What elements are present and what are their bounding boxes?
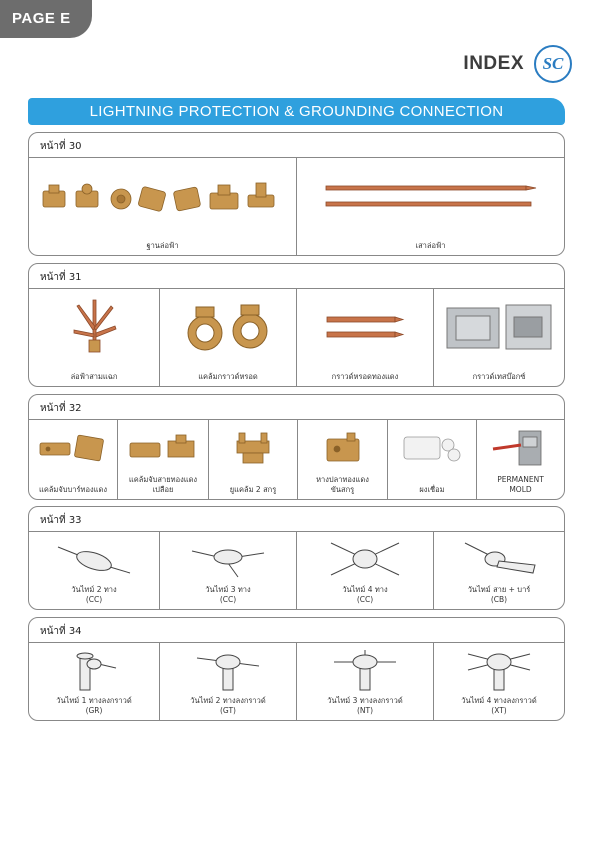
copper-ground-rod-icon	[297, 295, 433, 360]
product-caption: ผงเชื่อม	[419, 485, 445, 494]
weld-2way-icon	[29, 538, 159, 579]
product-onetime-2way-cc[interactable]	[29, 532, 160, 609]
product-caption: วันไทม์ 1 ทางลงกราวด์ (GR)	[56, 696, 132, 715]
weld-ground-4way-icon	[434, 649, 564, 690]
sc-logo: SC	[534, 45, 572, 83]
section-header: หน้าที่ 31	[29, 264, 564, 289]
product-ground-rod-clamp[interactable]	[160, 289, 297, 386]
page-tab: PAGE E	[0, 0, 92, 38]
product-trident-air-terminal[interactable]	[29, 289, 160, 386]
product-welding-powder[interactable]	[388, 420, 477, 499]
permanent-mold-icon	[477, 426, 564, 469]
weld-cable-bar-icon	[434, 538, 564, 579]
weld-ground-3way-icon	[297, 649, 433, 690]
bar-clamp-icon	[29, 426, 117, 469]
product-caption: วันไทม์ 2 ทางลงกราวด์ (GT)	[190, 696, 266, 715]
index-header	[463, 45, 572, 83]
product-onetime-3way-ground-nt[interactable]	[297, 643, 434, 720]
ground-rod-clamp-icon	[160, 295, 296, 360]
product-caption: วันไทม์ 4 ทาง (CC)	[342, 585, 388, 604]
product-caption: แคล้มจับบาร์ทองแดง	[38, 485, 108, 494]
section-header: หน้าที่ 34	[29, 618, 564, 643]
section-banner: LIGHTNING PROTECTION & GROUNDING CONNECTION	[28, 98, 565, 125]
section-header: หน้าที่ 32	[29, 395, 564, 420]
section-header: หน้าที่ 30	[29, 133, 564, 158]
u-clamp-icon	[209, 426, 297, 469]
product-caption: หางปลาทองแดง ขันสกรู	[316, 475, 369, 494]
product-caption: วันไทม์ 3 ทางลงกราวด์ (NT)	[327, 696, 403, 715]
product-permanent-mold[interactable]	[477, 420, 564, 499]
product-caption: แคล้มจับสายทองแดง เปลือย	[128, 475, 198, 494]
product-caption: ล่อฟ้าสามแฉก	[70, 372, 118, 381]
lightning-base-icon	[29, 164, 296, 229]
product-copper-bar-clamp[interactable]	[29, 420, 118, 499]
section-page-32	[28, 394, 565, 500]
product-lightning-rod[interactable]	[297, 158, 564, 255]
copper-lug-icon	[298, 426, 387, 469]
weld-ground-1way-icon	[29, 649, 159, 690]
section-page-33	[28, 506, 565, 610]
product-lightning-base[interactable]	[29, 158, 297, 255]
product-caption: แคล้มกราวด์หรอด	[198, 372, 258, 381]
product-caption: กราวด์หรอดทองแดง	[331, 372, 399, 381]
product-bare-copper-wire-clamp[interactable]	[118, 420, 209, 499]
welding-powder-icon	[388, 426, 476, 469]
product-caption: กราวด์เทสบ๊อกซ์	[472, 372, 526, 381]
weld-4way-icon	[297, 538, 433, 579]
product-onetime-4way-cc[interactable]	[297, 532, 434, 609]
weld-3way-icon	[160, 538, 296, 579]
section-page-30	[28, 132, 565, 256]
product-onetime-1way-ground-gr[interactable]	[29, 643, 160, 720]
section-page-31	[28, 263, 565, 387]
ground-test-box-icon	[434, 295, 564, 360]
product-caption: PERMANENT MOLD	[497, 475, 544, 494]
product-onetime-4way-ground-xt[interactable]	[434, 643, 564, 720]
index-title: INDEX	[463, 53, 524, 74]
lightning-rod-icon	[297, 164, 564, 229]
section-header: หน้าที่ 33	[29, 507, 564, 532]
product-u-clamp[interactable]	[209, 420, 298, 499]
product-onetime-cable-bar-cb[interactable]	[434, 532, 564, 609]
product-copper-ground-rod[interactable]	[297, 289, 434, 386]
product-caption: ฐานล่อฟ้า	[146, 241, 179, 250]
product-caption: วันไทม์ สาย + บาร์ (CB)	[467, 585, 531, 604]
trident-icon	[29, 295, 159, 360]
product-copper-lug[interactable]	[298, 420, 388, 499]
product-onetime-3way-cc[interactable]	[160, 532, 297, 609]
product-ground-test-box[interactable]	[434, 289, 564, 386]
weld-ground-2way-icon	[160, 649, 296, 690]
product-caption: วันไทม์ 4 ทางลงกราวด์ (XT)	[461, 696, 537, 715]
product-caption: วันไทม์ 3 ทาง (CC)	[205, 585, 251, 604]
product-caption: ยูแคล้ม 2 สกรู	[229, 485, 277, 494]
section-page-34	[28, 617, 565, 721]
product-onetime-2way-ground-gt[interactable]	[160, 643, 297, 720]
wire-clamp-icon	[118, 426, 208, 469]
product-caption: วันไทม์ 2 ทาง (CC)	[71, 585, 117, 604]
product-caption: เสาล่อฟ้า	[415, 241, 446, 250]
